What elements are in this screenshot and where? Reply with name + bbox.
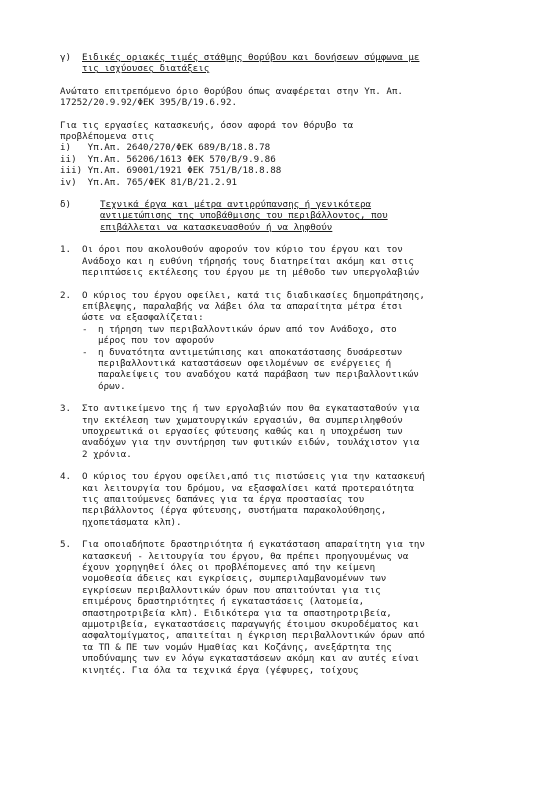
- section-d-title-line: αντιμετώπισης της υποβάθμισης του περιβάλλοντος, που: [100, 210, 388, 222]
- section-d-title-line: επιβάλλεται να κατασκευασθούν ή να ληφθούν: [100, 221, 333, 233]
- text-line: επίβλεψης, παραλαβής να λάβει όλα τα απαραίτητα μέτρα έτσι: [82, 300, 403, 312]
- text-line: τις απαιτούμενες δαπάνες για τα έργα προστασίας του: [82, 494, 365, 505]
- section-g: [60, 52, 517, 75]
- text-line: σπαστηροτριβεία κλπ). Ειδικότερα για τα σπαστηροτριβεία,: [82, 607, 392, 619]
- item-number: 3.: [60, 403, 72, 415]
- text-line: τα ΤΠ & ΠΕ των νομών Ημαθίας και Κοζάνης, ανεξάρτητα της: [82, 641, 392, 653]
- text-line: έχουν χορηγηθεί όλες οι προβλέπομενες από την κείμενη: [82, 562, 376, 574]
- section-d: [60, 199, 517, 233]
- noise-limit-paragraph: [60, 86, 517, 109]
- text-line: Οι όροι που ακολουθούν αφορούν τον κύριο του έργου και τον: [82, 244, 403, 256]
- text-line: παραλείψεις του αναδόχου κατά παράβαση των περιβαλλοντικών: [98, 369, 419, 381]
- text-line: εγκρίσεων περιβαλλοντικών όρων που απαιτούνται για τις: [82, 584, 381, 596]
- list-item: [60, 244, 517, 278]
- text-line: κατασκευή - λειτουργία του έργου, θα πρέπει προηγουμένως να: [82, 550, 409, 562]
- section-d-title-line: Τεχνικά έργα και μέτρα αντιρρύπανσης ή γενικότερα: [100, 199, 372, 211]
- text-line: όρων.: [98, 380, 126, 392]
- text-line: την εκτέλεση των χωματουργικών εργασιών, θα συμπεριληφθούν: [82, 414, 403, 426]
- text-line: περιπτώσεις εκτέλεσης του έργου με τη μέθοδο των υπεργολαβιών: [82, 267, 420, 279]
- text-line: αναδόχων για την συντήρηση των φυτικών ειδών, τουλάχιστον για: [82, 437, 420, 449]
- text-line: επιμέρους δραστηριότητες ή εγκαταστάσεις (λατομεία,: [82, 596, 365, 608]
- decision-item: iii) Υπ.Απ. 69001/1921 ΦΕΚ 751/Β/18.8.88: [60, 165, 282, 177]
- section-g-label: γ): [60, 52, 72, 63]
- text-line: Ανώτατο επιτρεπόμενο όριο θορύβου όπως αναφέρεται στην Υπ. Απ.: [60, 85, 403, 97]
- text-line: υποδύναμης των εν λόγω εγκαταστάσεων ακόμη και αν αυτές είναι: [82, 653, 420, 665]
- text-line: ασφαλτομίγματος, απαιτείται η έγκριση περιβαλλοντικών όρων από: [82, 630, 425, 642]
- item-number: 2.: [60, 289, 72, 301]
- text-line: νομοθεσία άδειες και εγκρίσεις, συμπεριλαμβανομένων των: [82, 573, 387, 585]
- dash-marker: -: [82, 346, 88, 358]
- text-line: Για τις εργασίες κατασκευής, όσον αφορά τον θόρυβο τα: [60, 119, 354, 131]
- text-line: ώστε να εξασφαλίζεται:: [82, 312, 204, 324]
- list-item: [60, 539, 517, 676]
- text-line: αμμοτριβεία, εγκαταστάσεις παραγωγής έτοιμου σκυροδέματος και: [82, 619, 420, 631]
- sub-item: [82, 324, 517, 347]
- text-line: Για οποιαδήποτε δραστηριότητα ή εγκατάσταση απαραίτητη για την: [82, 539, 425, 551]
- decision-item: iv) Υπ.Απ. 765/ΦΕΚ 81/Β/21.2.91: [60, 176, 238, 188]
- list-item: [60, 290, 517, 393]
- text-line: Ο κύριος του έργου οφείλει, κατά τις διαδικασίες δημοπράτησης,: [82, 289, 425, 301]
- list-item: [60, 471, 517, 528]
- item-number: 5.: [60, 539, 72, 551]
- text-line: ηχοπετάσματα κλπ).: [82, 516, 182, 528]
- text-line: η τήρηση των περιβαλλοντικών όρων από τον Ανάδοχο, στο: [98, 323, 397, 335]
- text-line: περιβάλλοντος (έργα φύτευσης, συστήματα παρακολούθησης,: [82, 505, 387, 517]
- text-line: περιβαλλοντικά καταστάσεων οφειλομένων σε ενέργειες ή: [98, 357, 392, 369]
- text-line: Στο αντικείμενο της ή των εργολαβιών που θα εγκατασταθούν για: [82, 403, 420, 415]
- dash-marker: -: [82, 323, 88, 335]
- section-g-title-line: Ειδικές οριακές τιμές στάθμης θορύβου και δονήσεων σύμφωνα με: [82, 52, 420, 63]
- item-number: 4.: [60, 471, 72, 483]
- text-line: υποχρεωτικά οι εργασίες φύτευσης καθώς και η υποχρέωση των: [82, 425, 403, 437]
- section-d-label: δ): [60, 199, 72, 211]
- text-line: και λειτουργία του δρόμου, να εξασφαλίσει κατά προτεραιότητα: [82, 482, 414, 494]
- text-line: Ο κύριος του έργου οφείλει,από τις πιστώσεις για την κατασκευή: [82, 471, 425, 483]
- list-item: [60, 403, 517, 460]
- section-g-title-line: τις ισχύουσες διατάξεις: [82, 63, 210, 75]
- text-line: 17252/20.9.92/ΦΕΚ 395/Β/19.6.92.: [60, 97, 238, 109]
- text-line: Ανάδοχο και η ευθύνη τήρησής τους διατηρείται ακόμη και στις: [82, 255, 414, 267]
- text-line: προβλέπομενα στις: [60, 131, 155, 143]
- construction-paragraph: [60, 120, 517, 188]
- item-number: 1.: [60, 244, 72, 256]
- sub-item: [82, 347, 517, 393]
- text-line: μέρος που τον αφορούν: [98, 335, 215, 347]
- text-line: 2 χρόνια.: [82, 448, 132, 460]
- decision-item: i) Υπ.Απ. 2640/270/ΦΕΚ 689/Β/18.8.78: [60, 142, 271, 154]
- text-line: κινητές. Για όλα τα τεχνικά έργα (γέφυρες, τοίχους: [82, 664, 359, 676]
- decision-item: ii) Υπ.Απ. 56206/1613 ΦΕΚ 570/Β/9.9.86: [60, 153, 276, 165]
- text-line: η δυνατότητα αντιμετώπισης και αποκατάστασης δυσάρεστων: [98, 346, 403, 358]
